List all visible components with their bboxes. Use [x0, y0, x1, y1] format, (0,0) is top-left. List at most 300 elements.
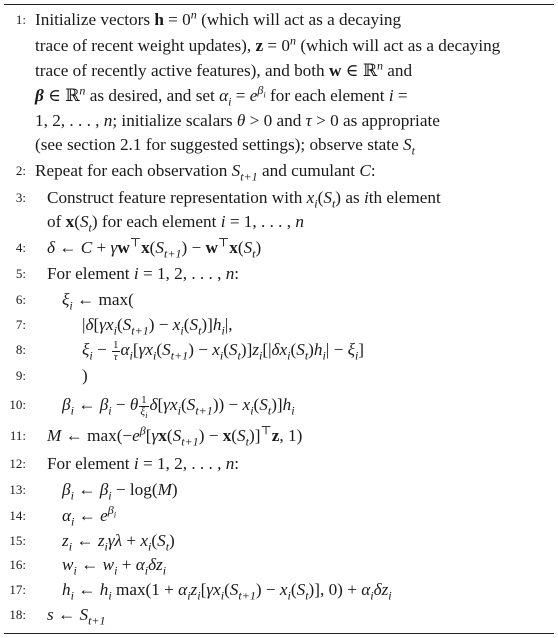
line-text: [47, 452, 239, 476]
math-token: +: [92, 238, 111, 257]
math-token: S: [259, 395, 268, 414]
math-token: t+1: [131, 323, 149, 338]
math-token: t: [411, 143, 415, 158]
math-token: ]: [358, 340, 365, 359]
math-token: x: [212, 340, 220, 359]
math-token: of: [47, 212, 66, 231]
line-number: 13:: [9, 482, 26, 497]
math-token: ) −: [198, 426, 223, 445]
math-token: [: [157, 395, 164, 414]
algorithm-line: [0, 210, 558, 234]
math-token: =: [393, 86, 408, 105]
line-text: [35, 59, 412, 83]
math-token: S: [243, 238, 253, 257]
math-token: β: [99, 480, 109, 499]
math-token: (: [224, 580, 230, 599]
math-token: t+1: [88, 613, 106, 628]
math-token: i: [148, 539, 152, 554]
math-token: |,: [224, 315, 233, 334]
math-token: i: [144, 563, 149, 578]
math-token: i: [89, 348, 93, 363]
math-token: t: [165, 539, 170, 554]
algorithm-line: [0, 452, 558, 476]
math-token: γx: [206, 580, 221, 599]
math-token: (: [231, 426, 238, 445]
math-token: i: [220, 212, 226, 231]
math-token: n: [190, 7, 197, 22]
math-token: i: [388, 588, 392, 603]
math-token: M: [47, 426, 62, 445]
math-token: i: [370, 588, 374, 603]
math-token: = 1, . . . ,: [225, 212, 296, 231]
math-token: > 0 and: [245, 111, 306, 130]
index-subscript: i: [113, 509, 117, 520]
math-token: ) −: [255, 580, 280, 599]
math-token: M: [157, 480, 172, 499]
math-token: i: [259, 348, 263, 363]
math-token: [: [93, 315, 100, 334]
math-token: S: [296, 340, 305, 359]
math-token: γ: [110, 238, 118, 257]
math-token: S: [403, 135, 412, 154]
math-token: S: [162, 340, 171, 359]
math-token: i: [70, 488, 74, 503]
math-token: w: [205, 238, 218, 257]
math-token: S: [157, 531, 166, 550]
math-token: γλ: [107, 531, 123, 550]
math-token: max(1 +: [111, 580, 179, 599]
math-token: δ: [85, 315, 94, 334]
line-number: 16:: [9, 557, 26, 572]
math-token: Repeat for each observation: [35, 161, 232, 180]
line-text: [35, 34, 500, 58]
math-token: S: [231, 161, 241, 180]
math-token: :: [234, 454, 240, 473]
math-token: (which will act as a decaying: [296, 36, 501, 55]
math-token: n: [290, 33, 297, 48]
math-token: ⊤: [217, 235, 230, 250]
math-token: i: [108, 403, 112, 418]
math-token: :: [234, 264, 240, 283]
math-token: α: [178, 580, 188, 599]
math-token: θ: [236, 111, 246, 130]
math-token: For element: [47, 454, 134, 473]
math-token: z: [271, 426, 280, 445]
math-token: i: [228, 94, 232, 109]
math-token: )) −: [212, 395, 243, 414]
math-token: i: [291, 403, 295, 418]
math-token: C: [80, 238, 93, 257]
math-token: S: [155, 238, 164, 257]
math-token: i: [73, 563, 77, 578]
line-number: 10:: [9, 397, 26, 412]
math-token: > 0 as appropriate: [311, 111, 440, 130]
math-token: i: [108, 488, 112, 503]
math-token: γx: [138, 340, 154, 359]
math-token: i: [104, 539, 108, 554]
math-token: h: [62, 580, 71, 599]
math-token: z: [255, 36, 264, 55]
line-text: [62, 504, 116, 528]
line-number: 18:: [9, 607, 26, 622]
math-token: ξ: [82, 340, 90, 359]
line-number: 9:: [15, 368, 26, 383]
math-token: (: [237, 238, 244, 257]
math-token: i: [70, 403, 74, 418]
math-token: ): [169, 531, 175, 550]
line-text: [47, 210, 304, 234]
math-token: (: [181, 395, 187, 414]
math-token: ⊤: [129, 235, 142, 250]
math-token: i: [133, 264, 139, 283]
math-token: ←: [55, 238, 81, 257]
math-token: i: [133, 454, 139, 473]
math-token: 1, 2, . . . ,: [35, 111, 104, 130]
line-number: 11:: [9, 428, 26, 443]
math-token: βi: [257, 83, 266, 100]
line-number: 5:: [15, 266, 26, 281]
algorithm-line: [0, 424, 558, 448]
math-token: x: [306, 188, 315, 207]
math-token: S: [79, 605, 89, 624]
line-text: [47, 603, 106, 627]
math-token: | −: [325, 340, 348, 359]
math-token: β: [35, 86, 44, 105]
math-token: n: [79, 83, 86, 98]
line-text: [35, 133, 415, 157]
math-token: t: [304, 348, 309, 363]
math-token: x: [222, 426, 232, 445]
algorithm-line: [0, 603, 558, 627]
algorithm-line: [0, 578, 558, 602]
math-token: i: [71, 514, 75, 529]
math-token: +: [117, 555, 136, 574]
math-token: t+1: [170, 348, 189, 363]
math-token: t+1: [195, 403, 213, 418]
math-token: i: [69, 298, 73, 313]
math-token: +: [122, 531, 141, 550]
math-token: ←: [72, 531, 98, 550]
math-token: For element: [47, 264, 134, 283]
math-token: (: [149, 238, 156, 257]
math-token: (: [156, 340, 163, 359]
math-token: β: [62, 395, 71, 414]
math-token: β: [139, 423, 146, 438]
math-token: (: [290, 580, 297, 599]
line-text: [62, 288, 134, 312]
math-token: n: [225, 264, 235, 283]
math-token: ) −: [181, 238, 206, 257]
math-token: i: [220, 588, 225, 603]
math-token: trace of recently active features), and both: [35, 61, 329, 80]
math-token: (: [317, 188, 324, 207]
math-token: (: [290, 340, 297, 359]
math-token: i: [219, 348, 224, 363]
math-token: h: [154, 10, 164, 29]
line-text: [82, 313, 233, 337]
math-token: |: [82, 315, 86, 334]
math-token: as desired, and set: [85, 86, 220, 105]
algorithm-line: [0, 529, 558, 553]
math-token: S: [172, 426, 182, 445]
math-token: th element: [368, 188, 441, 207]
math-token: z: [62, 531, 69, 550]
math-token: α: [120, 340, 130, 359]
math-token: w: [102, 555, 115, 574]
line-number: 3:: [15, 190, 26, 205]
math-token: −: [111, 395, 130, 414]
math-token: [|: [262, 340, 272, 359]
math-token: t: [198, 323, 202, 338]
line-number: 14:: [9, 508, 26, 523]
math-token: ←: [76, 555, 103, 574]
math-token: ) −: [148, 315, 173, 334]
line-text: [35, 109, 440, 133]
math-token: ←: [73, 480, 100, 499]
math-token: τ: [305, 111, 312, 130]
math-token: x: [242, 395, 251, 414]
math-token: [: [200, 580, 207, 599]
math-token: = 1, 2, . . . ,: [138, 264, 226, 283]
math-token: w: [328, 61, 342, 80]
line-number: 6:: [15, 292, 26, 307]
math-token: i: [287, 588, 291, 603]
math-token: (: [116, 315, 123, 334]
math-token: α: [135, 555, 145, 574]
line-number: 2:: [15, 163, 26, 178]
bottom-rule: [4, 633, 554, 634]
line-text: [62, 478, 178, 502]
line-number: 12:: [9, 456, 26, 471]
math-token: and: [383, 61, 413, 80]
math-token: n: [295, 212, 304, 231]
math-token: i: [114, 563, 118, 578]
line-number: 8:: [15, 342, 26, 357]
math-token: )], 0) +: [308, 580, 362, 599]
algorithm-line: [0, 34, 558, 58]
math-token: (: [166, 426, 173, 445]
algorithm-line: [0, 59, 558, 83]
line-text: [62, 578, 392, 602]
math-token: i: [322, 348, 326, 363]
math-token: Construct feature representation with: [47, 188, 307, 207]
line-number: 1:: [15, 12, 26, 27]
math-token: ∈ ℝ: [341, 61, 377, 80]
math-token: i: [177, 403, 181, 418]
math-token: x: [140, 531, 149, 550]
algorithm-line: [0, 8, 558, 32]
math-token: S: [296, 580, 306, 599]
line-number: 17:: [9, 582, 26, 597]
math-token: δx: [271, 340, 288, 359]
line-text: [62, 393, 295, 418]
math-token: ⊤: [260, 423, 272, 438]
math-token: S: [189, 315, 199, 334]
algorithm-line: [0, 84, 558, 108]
math-token: i: [287, 348, 291, 363]
math-token: δz: [148, 555, 163, 574]
math-token: and cumulant: [257, 161, 360, 180]
math-token: ): [255, 238, 262, 257]
math-token: i: [354, 348, 359, 363]
math-token: ): [171, 480, 178, 499]
math-token: t: [88, 220, 92, 235]
math-token: x: [229, 238, 238, 257]
math-token: (: [151, 531, 158, 550]
line-text: [47, 424, 302, 448]
math-token: ): [308, 340, 314, 359]
line-number: 7:: [15, 317, 26, 332]
math-token: t+1: [164, 246, 182, 261]
math-token: e: [132, 426, 140, 445]
line-number: 15:: [9, 533, 26, 548]
fraction: $\frac{1}{\tau}$: [113, 338, 119, 363]
math-token: t: [267, 403, 272, 418]
math-token: t: [237, 348, 241, 363]
math-token: t+1: [181, 434, 199, 449]
math-token: ← max(−: [61, 426, 133, 445]
math-token: x: [158, 426, 167, 445]
math-token: trace of recent weight updates),: [35, 36, 256, 55]
math-token: [: [132, 340, 139, 359]
math-token: = 0: [263, 36, 290, 55]
math-token: S: [79, 212, 89, 231]
math-token: =: [231, 86, 250, 105]
math-token: i: [70, 588, 74, 603]
math-token: ← max(: [72, 290, 134, 309]
math-token: i: [250, 403, 254, 418]
math-token: i: [108, 588, 112, 603]
algorithm-line: [0, 364, 558, 388]
math-token: (which will act as a decaying: [196, 10, 402, 29]
math-token: S: [237, 426, 246, 445]
math-token: t: [245, 434, 249, 449]
math-token: (see section 2.1 for suggested settings); observe state: [35, 135, 404, 154]
math-token: x: [172, 315, 181, 334]
math-token: t: [305, 588, 309, 603]
math-token: γ: [151, 426, 159, 445]
math-token: ←: [73, 395, 100, 414]
math-token: s: [47, 605, 54, 624]
math-token: z: [97, 531, 105, 550]
math-token: (: [223, 340, 229, 359]
math-token: w: [117, 238, 130, 257]
math-token: i: [113, 323, 117, 338]
math-token: S: [323, 188, 332, 207]
math-token: δz: [373, 580, 389, 599]
math-token: i: [221, 323, 225, 338]
math-token: ): [82, 366, 88, 385]
algorithm-line: [0, 262, 558, 286]
algorithm-line: [0, 109, 558, 133]
line-text: [35, 159, 376, 183]
math-token: ∈ ℝ: [43, 86, 80, 105]
math-token: for each element: [265, 86, 389, 105]
math-token: h: [282, 395, 292, 414]
math-token: h: [212, 315, 222, 334]
line-number: 4:: [15, 240, 26, 255]
math-token: i: [180, 323, 184, 338]
algorithm-line: [0, 338, 558, 362]
line-text: [47, 186, 441, 210]
math-token: i: [153, 348, 157, 363]
math-token: )]: [201, 315, 213, 334]
algorithm-line: [0, 186, 558, 210]
math-token: i: [162, 563, 167, 578]
math-token: δ: [149, 395, 158, 414]
math-token: ξ: [347, 340, 355, 359]
math-token: t: [331, 196, 336, 211]
math-token: )]: [248, 426, 261, 445]
math-token: ) for each element: [91, 212, 221, 231]
math-token: Initialize vectors: [35, 10, 155, 29]
math-token: ) −: [188, 340, 213, 359]
math-token: = 0: [163, 10, 191, 29]
math-token: ←: [53, 605, 80, 624]
math-token: (: [253, 395, 260, 414]
math-token: (: [183, 315, 190, 334]
algorithm-line: [0, 313, 558, 337]
math-token: h: [313, 340, 323, 359]
math-token: S: [122, 315, 132, 334]
math-token: βi: [107, 503, 117, 520]
line-text: [62, 553, 166, 577]
index-subscript: i: [263, 89, 266, 100]
math-token: n: [376, 58, 383, 73]
algorithm-line: [0, 236, 558, 260]
math-token: e: [100, 506, 108, 525]
math-token: δ: [47, 238, 55, 257]
math-token: x: [65, 212, 75, 231]
math-token: γx: [163, 395, 178, 414]
math-token: t+1: [240, 169, 258, 184]
line-text: [62, 529, 175, 553]
math-token: )]: [271, 395, 283, 414]
math-token: ; initialize scalars: [112, 111, 237, 130]
math-token: x: [279, 580, 288, 599]
math-token: i: [129, 348, 133, 363]
math-token: w: [62, 555, 74, 574]
line-text: [35, 84, 408, 108]
math-token: n: [225, 454, 235, 473]
math-token: α: [361, 580, 371, 599]
math-token: ←: [73, 580, 100, 599]
algorithm-line: [0, 288, 558, 312]
math-token: = 1, 2, . . . ,: [138, 454, 226, 473]
math-token: C: [359, 161, 371, 180]
math-token: n: [103, 111, 113, 130]
algorithm-line: [0, 478, 558, 502]
math-token: (: [74, 212, 80, 231]
math-token: γx: [99, 315, 114, 334]
math-token: e: [249, 86, 258, 105]
math-token: − log(: [111, 480, 158, 499]
math-token: β: [62, 480, 71, 499]
math-token: i: [197, 588, 201, 603]
math-token: ξ: [62, 290, 70, 309]
math-token: :: [370, 161, 376, 180]
math-token: i: [363, 188, 369, 207]
math-token: ←: [74, 506, 101, 525]
math-token: [: [145, 426, 152, 445]
math-token: θ: [129, 395, 139, 414]
math-token: t: [252, 246, 256, 261]
math-token: −: [92, 340, 112, 359]
math-token: x: [141, 238, 150, 257]
math-token: i: [314, 196, 318, 211]
math-token: )]: [240, 340, 253, 359]
math-token: S: [229, 580, 239, 599]
